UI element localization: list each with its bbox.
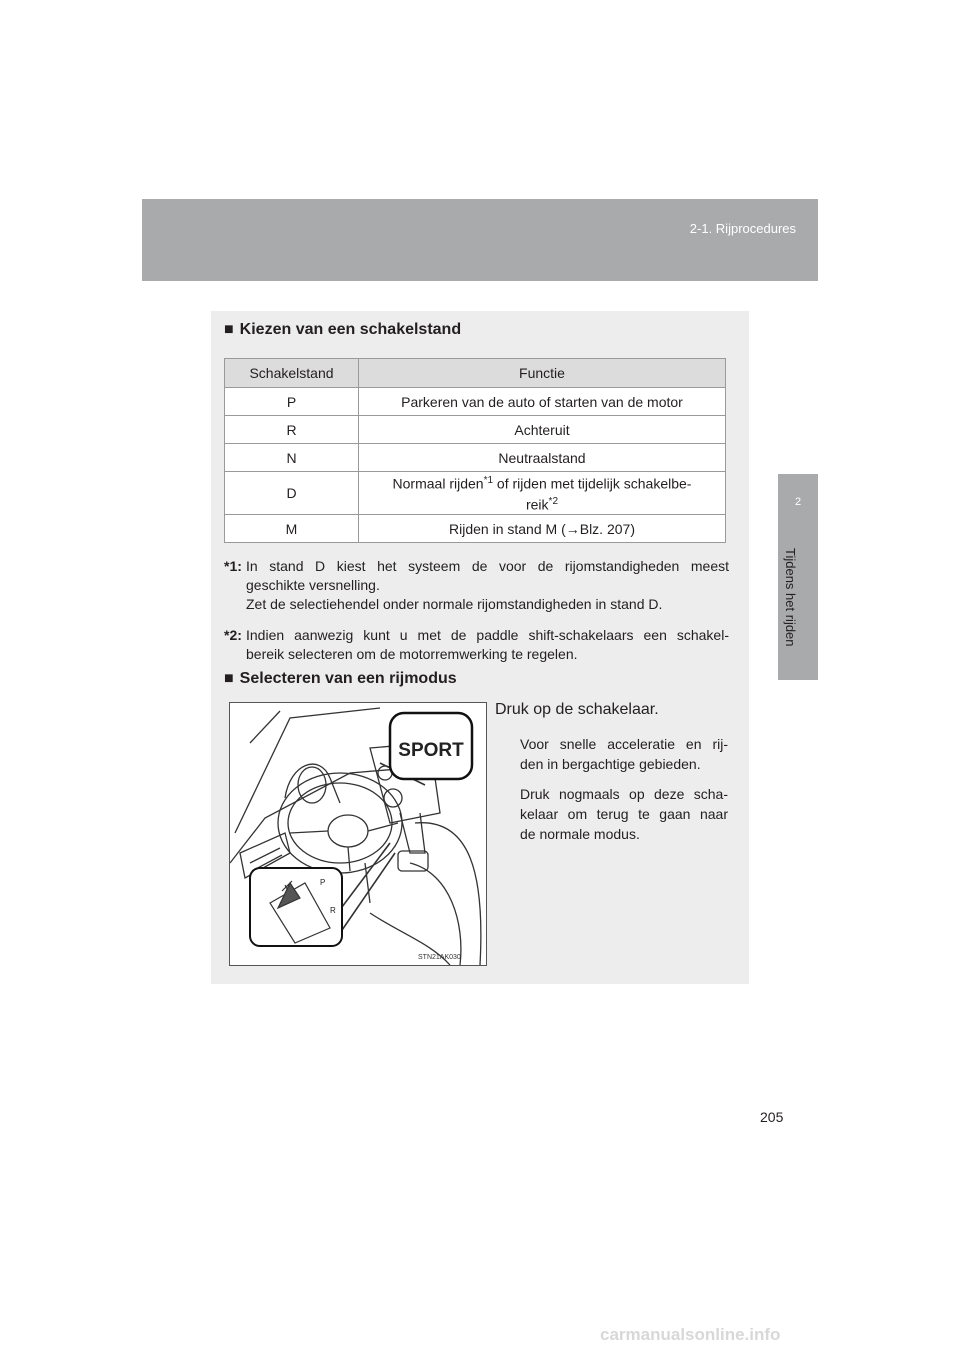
table-cell: Rijden in stand M (→Blz. 207) [359, 515, 726, 543]
instruction-step: Druk op de schakelaar. [495, 701, 659, 718]
page-number: 205 [760, 1109, 784, 1125]
footnote-1: *1: In stand D kiest het systeem de voor de rijomstandigheden meest geschikte versnelling. Zet de selectiehendel onder normale rijomstandigheden in stand D. [224, 558, 729, 612]
table-row [225, 444, 726, 472]
table-row [225, 515, 726, 543]
table-cell: P [225, 388, 359, 416]
table-cell: D [225, 472, 359, 515]
table-cell: Achteruit [359, 416, 726, 444]
section-header: 2-1. Rijprocedures [689, 221, 796, 236]
footnote-ref: *1 [483, 475, 494, 487]
figure-code: STN21AK030 [418, 954, 461, 961]
paragraph-normal-mode: Druk nogmaals op deze scha- kelaar om terug te gaan naar de normale modus. [520, 786, 728, 842]
paragraph-sport-mode: Voor snelle acceleratie en rij- den in bergachtige gebieden. [520, 736, 728, 772]
lever-letter: R [330, 906, 336, 915]
chapter-title: Tijdens het rijden [783, 548, 798, 647]
square-bullet-icon: ■ [224, 321, 234, 338]
chapter-number: 2 [794, 496, 802, 508]
lever-letter: P [320, 878, 326, 887]
table-header-row [225, 359, 726, 388]
table-cell: Parkeren van de auto of starten van de motor [359, 388, 726, 416]
table-row [225, 416, 726, 444]
section-title-drive-mode: ■ Selecteren van een rijmodus [224, 670, 457, 687]
square-bullet-icon: ■ [224, 670, 234, 687]
section-title-shift: ■ Kiezen van een schakelstand [224, 321, 462, 338]
table-header: Functie [359, 359, 726, 388]
table-cell: Normaal rijden$^{*1}$ of rijden met tijdelijk schakelbe- reik$^{*2}$ [359, 472, 726, 515]
table-cell: Neutraalstand [359, 444, 726, 472]
table-row [225, 388, 726, 416]
table-row [225, 472, 726, 515]
table-cell: N [225, 444, 359, 472]
table-cell: R [225, 416, 359, 444]
dashboard-drawing [230, 703, 486, 965]
table-header: Schakelstand [225, 359, 359, 388]
footnote-2: *2: Indien aanwezig kunt u met de paddle shift-schakelaars een schakel- bereik selecteren om de motorremwerking te regelen. [224, 627, 729, 662]
footnote-mark: *2: [224, 627, 242, 643]
watermark: carmanualsonline.info [600, 1325, 781, 1344]
sport-switch-illustration [229, 702, 487, 966]
header-bar [142, 199, 818, 281]
table-cell: M [225, 515, 359, 543]
footnote-ref: *2 [548, 496, 558, 507]
shift-position-table [224, 358, 726, 543]
footnote-mark: *1: [224, 558, 242, 574]
sport-button-label: SPORT [398, 740, 464, 761]
